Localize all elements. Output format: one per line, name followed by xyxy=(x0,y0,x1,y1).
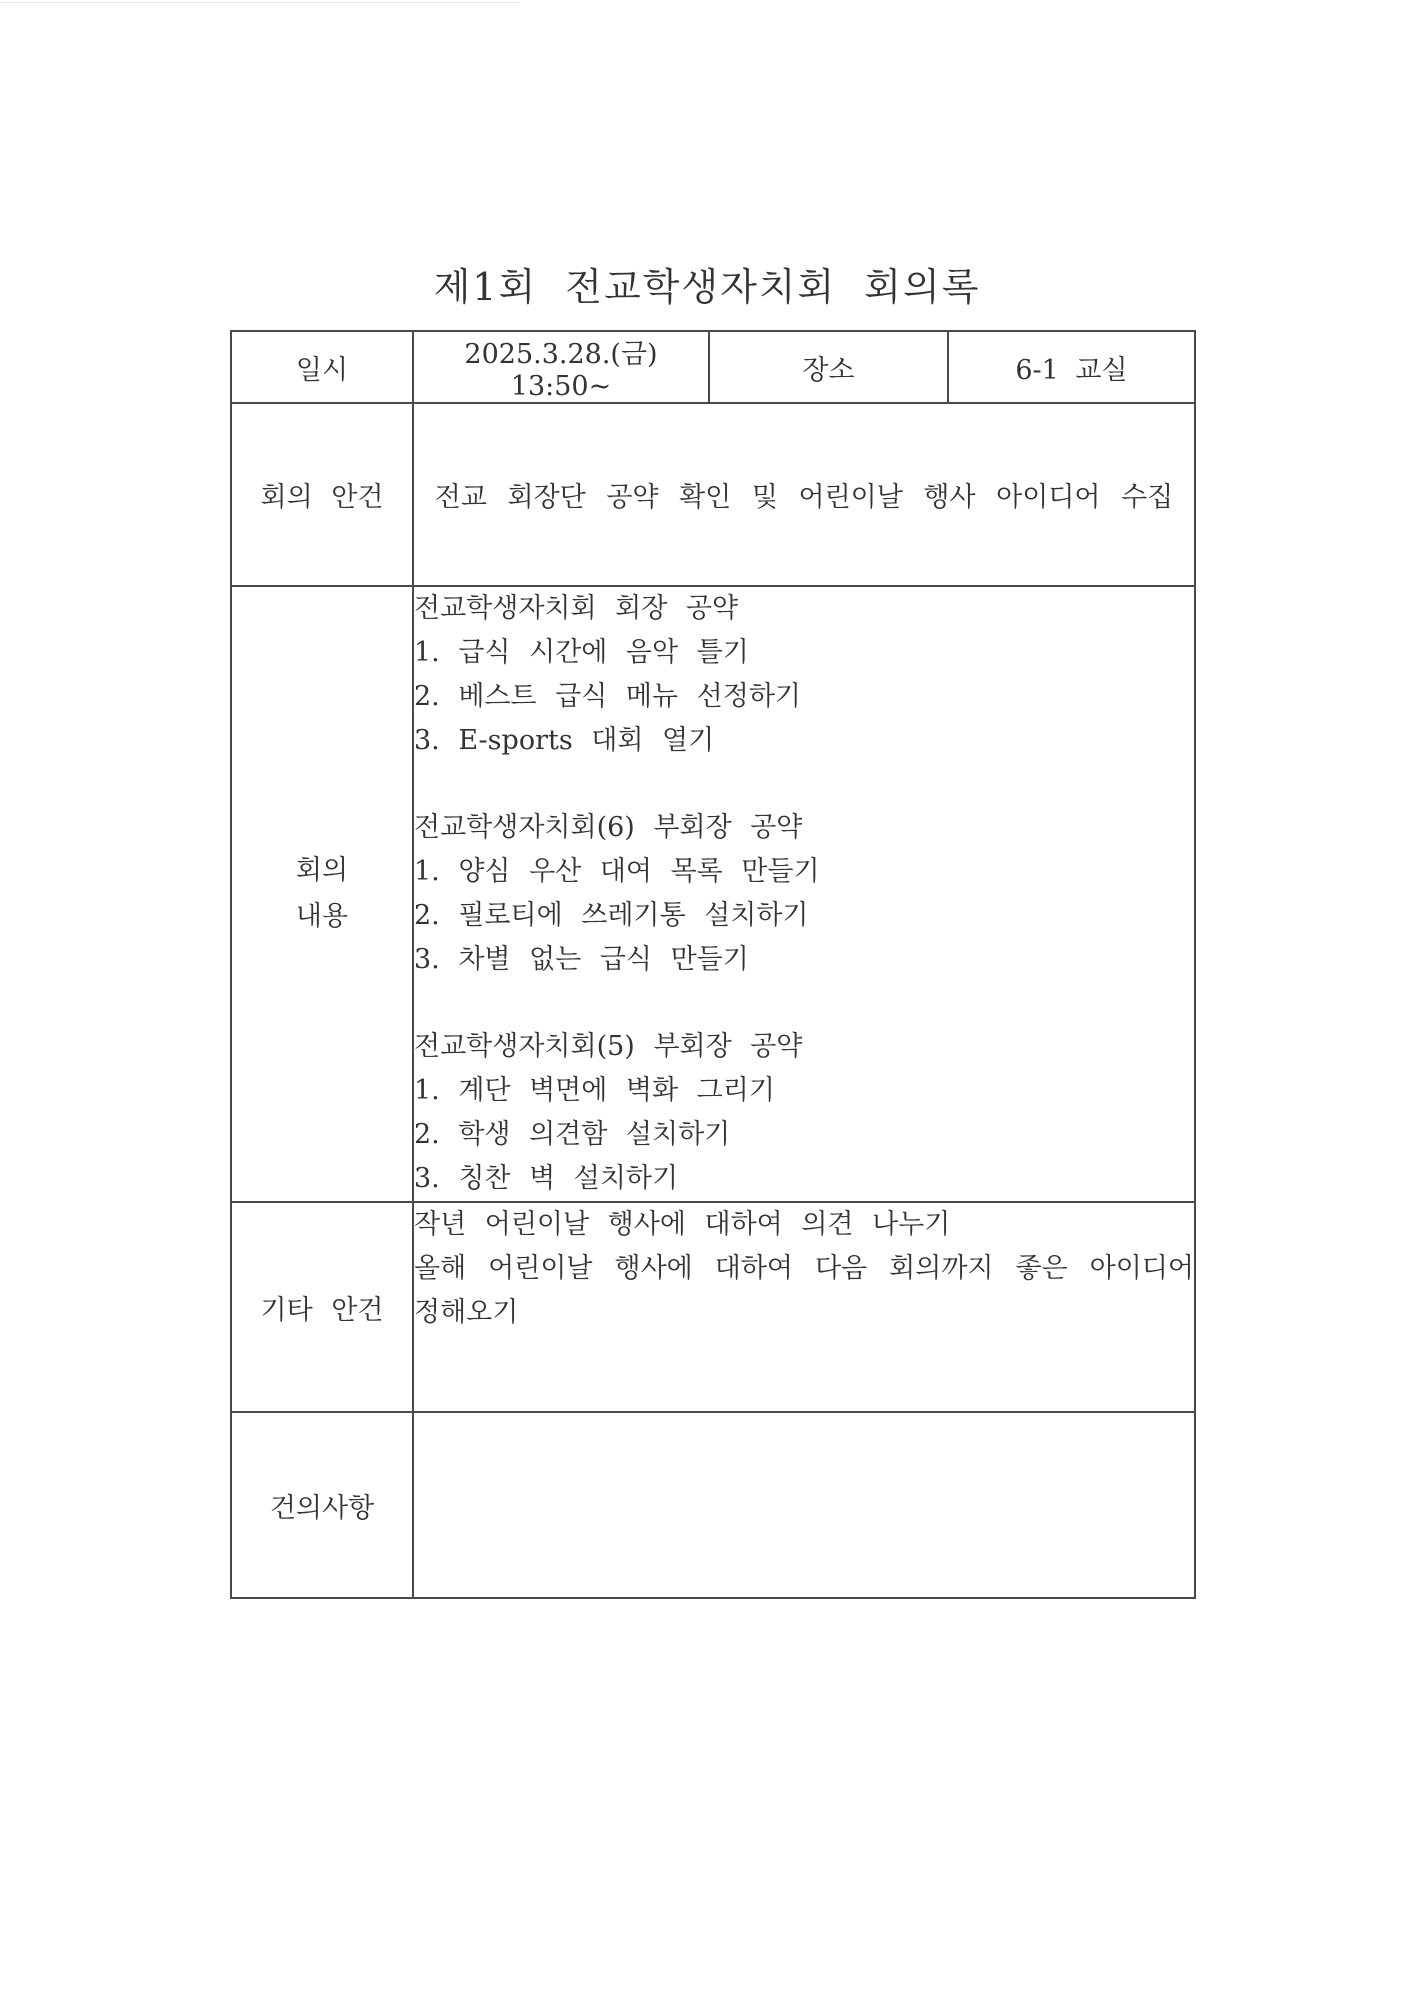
list-item: 3. 차별 없는 급식 만들기 xyxy=(414,944,749,975)
list-item: 1. 양심 우산 대여 목록 만들기 xyxy=(414,856,820,887)
list-item: 2. 학생 의견함 설치하기 xyxy=(414,1119,731,1150)
list-item: 1. 계단 벽면에 벽화 그리기 xyxy=(414,1075,775,1106)
list-item: 2. 베스트 급식 메뉴 선정하기 xyxy=(414,681,801,712)
content-body xyxy=(413,586,1195,1202)
date-label: 일시 xyxy=(231,331,413,403)
pledge-section-vice-president-5 xyxy=(414,1025,1194,1201)
list-item: 1. 급식 시간에 음악 틀기 xyxy=(414,637,749,668)
other-agenda-label: 기타 안건 xyxy=(231,1202,413,1412)
section-spacer xyxy=(414,982,1194,1025)
pledge-section-vice-president-6 xyxy=(414,806,1194,982)
agenda-label: 회의 안건 xyxy=(231,403,413,586)
agenda-text: 전교 회장단 공약 확인 및 어린이날 행사 아이디어 수집 xyxy=(413,403,1195,586)
suggestions-label: 건의사항 xyxy=(231,1412,413,1598)
agenda-row xyxy=(231,403,1195,586)
other-agenda-line: 작년 어린이날 행사에 대하여 의견 나누기 xyxy=(414,1209,951,1240)
section-heading: 전교학생자치회(5) 부회장 공약 xyxy=(414,1031,803,1062)
scan-artifact-line xyxy=(0,2,520,3)
pledge-section-president xyxy=(414,587,1194,763)
section-heading: 전교학생자치회(6) 부회장 공약 xyxy=(414,812,803,843)
place-value: 6-1 교실 xyxy=(948,331,1195,403)
minutes-table xyxy=(230,330,1196,1599)
minutes-table-wrapper xyxy=(230,330,1194,1576)
content-label-line2: 내용 xyxy=(295,901,349,932)
date-place-row xyxy=(231,331,1195,403)
list-item: 2. 필로티에 쓰레기통 설치하기 xyxy=(414,900,809,931)
list-item: 3. 칭찬 벽 설치하기 xyxy=(414,1163,679,1194)
content-label xyxy=(231,586,413,1202)
section-spacer xyxy=(414,763,1194,806)
other-agenda-body xyxy=(413,1202,1195,1412)
place-label: 장소 xyxy=(709,331,948,403)
suggestions-row xyxy=(231,1412,1195,1598)
date-value: 2025.3.28.(금) 13:50~ xyxy=(413,331,709,403)
section-heading: 전교학생자치회 회장 공약 xyxy=(414,593,739,624)
other-agenda-line: 정해오기 xyxy=(414,1297,519,1328)
content-row xyxy=(231,586,1195,1202)
list-item: 3. E-sports 대회 열기 xyxy=(414,725,715,756)
other-agenda-row xyxy=(231,1202,1195,1412)
document-title: 제1회 전교학생자치회 회의록 xyxy=(433,265,981,309)
other-agenda-line: 올해 어린이날 행사에 대하여 다음 회의까지 좋은 아이디어 xyxy=(414,1253,1194,1284)
suggestions-body xyxy=(413,1412,1195,1598)
content-label-line1: 회의 xyxy=(295,855,349,886)
